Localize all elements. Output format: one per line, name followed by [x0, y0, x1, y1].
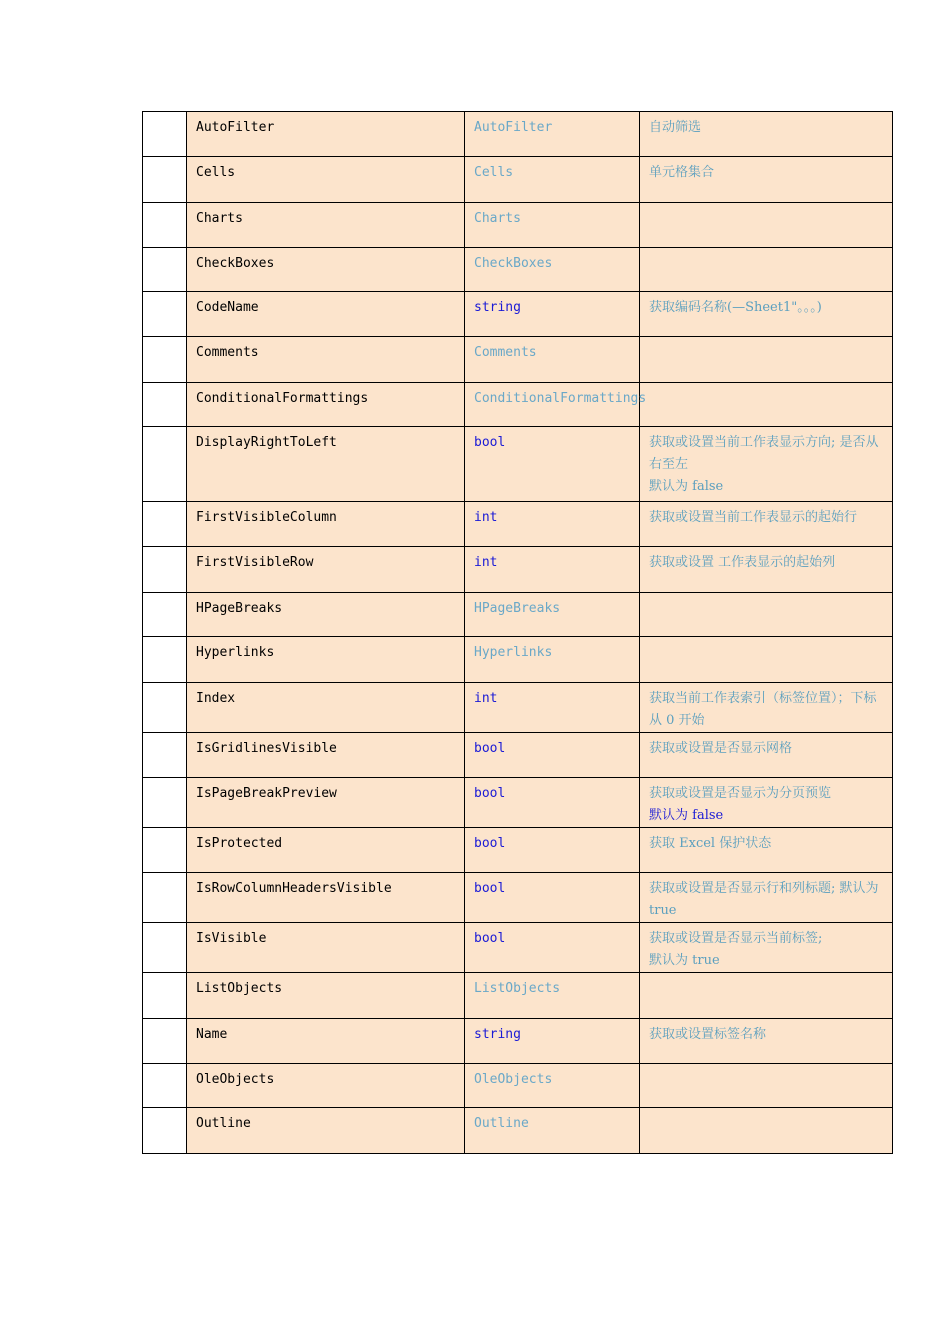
property-description-cell [640, 923, 893, 973]
description-line: 获取或设置是否显示当前标签; [649, 931, 823, 946]
property-type-cell: Charts [465, 203, 640, 248]
property-name-cell: Hyperlinks [187, 637, 465, 683]
property-description-cell [640, 383, 893, 427]
table-row [143, 502, 893, 547]
row-index-cell [143, 873, 187, 923]
description-line: 获取或设置是否显示为分页预览 [649, 786, 832, 801]
table-row [143, 337, 893, 383]
property-name-cell: Cells [187, 157, 465, 203]
properties-table-body [143, 112, 893, 1154]
row-index-cell [143, 203, 187, 248]
property-type-cell: ListObjects [465, 973, 640, 1019]
row-index-cell [143, 637, 187, 683]
row-index-cell [143, 1019, 187, 1064]
property-type-cell: Cells [465, 157, 640, 203]
property-type-cell: bool [465, 873, 640, 923]
property-description-cell [640, 973, 893, 1019]
row-index-cell [143, 547, 187, 593]
description-line: 获取编码名称(—Sheet1"。。。) [649, 300, 822, 315]
table-row [143, 593, 893, 637]
row-index-cell [143, 828, 187, 873]
property-type-cell: Comments [465, 337, 640, 383]
property-description-cell [640, 1064, 893, 1108]
description-line: 获取 Excel 保护状态 [649, 836, 772, 851]
property-type-cell: ConditionalFormattings [465, 383, 640, 427]
table-row [143, 203, 893, 248]
description-line: 获取或设置 工作表显示的起始列 [649, 555, 836, 570]
row-index-cell [143, 292, 187, 337]
table-row [143, 427, 893, 502]
row-index-cell [143, 593, 187, 637]
property-name-cell: Name [187, 1019, 465, 1064]
property-name-cell: AutoFilter [187, 112, 465, 157]
property-name-cell: DisplayRightToLeft [187, 427, 465, 502]
description-line: 获取或设置标签名称 [649, 1027, 767, 1042]
property-description-cell [640, 292, 893, 337]
table-row [143, 383, 893, 427]
property-description-cell [640, 733, 893, 778]
table-row [143, 248, 893, 292]
property-description-cell [640, 248, 893, 292]
table-row [143, 923, 893, 973]
property-description-cell [640, 547, 893, 593]
property-name-cell: Outline [187, 1108, 465, 1154]
property-name-cell: OleObjects [187, 1064, 465, 1108]
row-index-cell [143, 778, 187, 828]
property-name-cell: ConditionalFormattings [187, 383, 465, 427]
table-row [143, 828, 893, 873]
row-index-cell [143, 427, 187, 502]
property-description-cell [640, 683, 893, 733]
property-name-cell: IsProtected [187, 828, 465, 873]
property-name-cell: FirstVisibleRow [187, 547, 465, 593]
description-line: 获取或设置是否显示行和列标题; 默认为 true [649, 881, 883, 918]
property-type-cell: int [465, 502, 640, 547]
table-row [143, 1019, 893, 1064]
property-name-cell: Index [187, 683, 465, 733]
property-name-cell: HPageBreaks [187, 593, 465, 637]
description-line: 默认为 false [649, 479, 724, 494]
property-name-cell: Charts [187, 203, 465, 248]
property-description-cell [640, 502, 893, 547]
row-index-cell [143, 112, 187, 157]
property-name-cell: IsVisible [187, 923, 465, 973]
property-name-cell: IsGridlinesVisible [187, 733, 465, 778]
description-line: 获取或设置当前工作表显示方向; 是否从右至左 [649, 435, 879, 472]
property-type-cell: Outline [465, 1108, 640, 1154]
table-row [143, 547, 893, 593]
row-index-cell [143, 733, 187, 778]
property-type-cell: Hyperlinks [465, 637, 640, 683]
property-type-cell: bool [465, 427, 640, 502]
property-name-cell: IsRowColumnHeadersVisible [187, 873, 465, 923]
description-line: 获取当前工作表索引（标签位置）；下标从 0 开始 [649, 691, 877, 728]
property-type-cell: bool [465, 778, 640, 828]
property-type-cell: string [465, 292, 640, 337]
description-line: 默认为 false [649, 808, 724, 823]
table-row [143, 1108, 893, 1154]
table-row [143, 733, 893, 778]
table-row [143, 1064, 893, 1108]
table-row [143, 873, 893, 923]
property-description-cell [640, 112, 893, 157]
property-type-cell: bool [465, 733, 640, 778]
property-type-cell: HPageBreaks [465, 593, 640, 637]
property-type-cell: bool [465, 828, 640, 873]
row-index-cell [143, 683, 187, 733]
property-name-cell: Comments [187, 337, 465, 383]
property-description-cell [640, 427, 893, 502]
description-line: 默认为 true [649, 953, 720, 968]
table-row [143, 973, 893, 1019]
property-name-cell: ListObjects [187, 973, 465, 1019]
property-description-cell [640, 828, 893, 873]
property-type-cell: string [465, 1019, 640, 1064]
property-name-cell: CodeName [187, 292, 465, 337]
property-type-cell: CheckBoxes [465, 248, 640, 292]
description-line: 自动筛选 [649, 120, 702, 135]
property-description-cell [640, 637, 893, 683]
row-index-cell [143, 502, 187, 547]
property-description-cell [640, 157, 893, 203]
row-index-cell [143, 337, 187, 383]
property-description-cell [640, 778, 893, 828]
description-line: 单元格集合 [649, 165, 715, 180]
property-description-cell [640, 337, 893, 383]
property-description-cell [640, 203, 893, 248]
property-description-cell [640, 1108, 893, 1154]
properties-table [142, 111, 893, 1154]
row-index-cell [143, 1108, 187, 1154]
property-name-cell: IsPageBreakPreview [187, 778, 465, 828]
table-row [143, 683, 893, 733]
property-type-cell: int [465, 547, 640, 593]
description-line: 获取或设置当前工作表显示的起始行 [649, 510, 858, 525]
property-type-cell: bool [465, 923, 640, 973]
row-index-cell [143, 973, 187, 1019]
table-row [143, 112, 893, 157]
property-description-cell [640, 593, 893, 637]
property-type-cell: OleObjects [465, 1064, 640, 1108]
row-index-cell [143, 1064, 187, 1108]
property-description-cell [640, 1019, 893, 1064]
table-row [143, 778, 893, 828]
row-index-cell [143, 383, 187, 427]
property-name-cell: FirstVisibleColumn [187, 502, 465, 547]
property-name-cell: CheckBoxes [187, 248, 465, 292]
row-index-cell [143, 923, 187, 973]
description-line: 获取或设置是否显示网格 [649, 741, 793, 756]
property-type-cell: int [465, 683, 640, 733]
row-index-cell [143, 157, 187, 203]
table-row [143, 637, 893, 683]
table-row [143, 292, 893, 337]
property-description-cell [640, 873, 893, 923]
table-row [143, 157, 893, 203]
property-type-cell: AutoFilter [465, 112, 640, 157]
row-index-cell [143, 248, 187, 292]
